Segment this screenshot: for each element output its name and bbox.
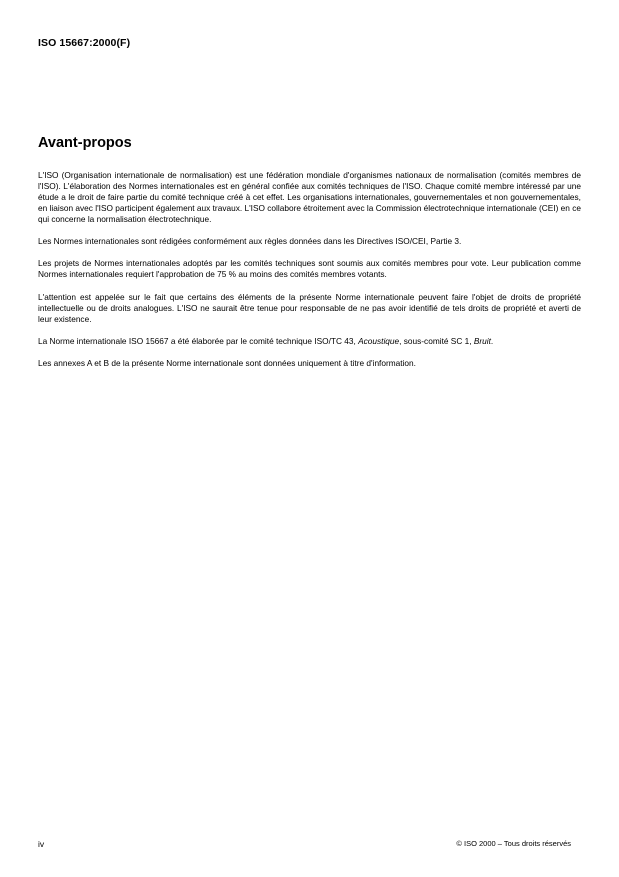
section-title: Avant-propos bbox=[38, 135, 132, 151]
paragraph-committee bbox=[38, 336, 581, 347]
paragraph-iso-description: L'ISO (Organisation internationale de normalisation) est une fédération mondiale d'organismes nationaux de normalisation (comités membres de l'ISO). L'élaboration des Normes internationales est en général confiée aux comités techniques de l'ISO. Chaque comité membre intéressé par une étude a le droit de faire partie du comité technique créé à cet effet. Les organisations internationales, gouvernementales et non gouvernementales, en liaison avec l'ISO participent également aux travaux. L'ISO collabore étroitement avec la Commission électrotechnique internationale (CEI) en ce qui concerne la normalisation électrotechnique. bbox=[38, 170, 581, 224]
paragraph-voting: Les projets de Normes internationales adoptés par les comités techniques sont soumis aux comités membres pour vote. Leur publication comme Normes internationales requiert l'approbation de 75 % au moins des comités membres votants. bbox=[38, 258, 581, 280]
page-number: iv bbox=[38, 839, 45, 849]
paragraph-patent-rights: L'attention est appelée sur le fait que certains des éléments de la présente Norme internationale peuvent faire l'objet de droits de propriété intellectuelle ou de droits analogues. L'ISO ne saurait être tenue pour responsable de ne pas avoir identifié de tels droits de propriété et averti de leur existence. bbox=[38, 291, 581, 324]
committee-text-middle: , sous-comité SC 1, bbox=[399, 335, 474, 346]
subcommittee-name: Bruit bbox=[473, 335, 491, 346]
committee-text-suffix: . bbox=[490, 335, 494, 346]
paragraph-directives: Les Normes internationales sont rédigées conformément aux règles données dans les Directives ISO/CEI, Partie 3. bbox=[38, 236, 462, 247]
foreword-body bbox=[38, 170, 581, 381]
committee-name: Acoustique bbox=[358, 335, 400, 346]
copyright-notice: © ISO 2000 – Tous droits réservés bbox=[456, 839, 571, 848]
document-identifier: ISO 15667:2000(F) bbox=[38, 37, 131, 49]
paragraph-annexes: Les annexes A et B de la présente Norme internationale sont données uniquement à titre d'information. bbox=[38, 358, 416, 369]
committee-text-prefix: La Norme internationale ISO 15667 a été élaborée par le comité technique ISO/TC 43, bbox=[38, 335, 359, 346]
